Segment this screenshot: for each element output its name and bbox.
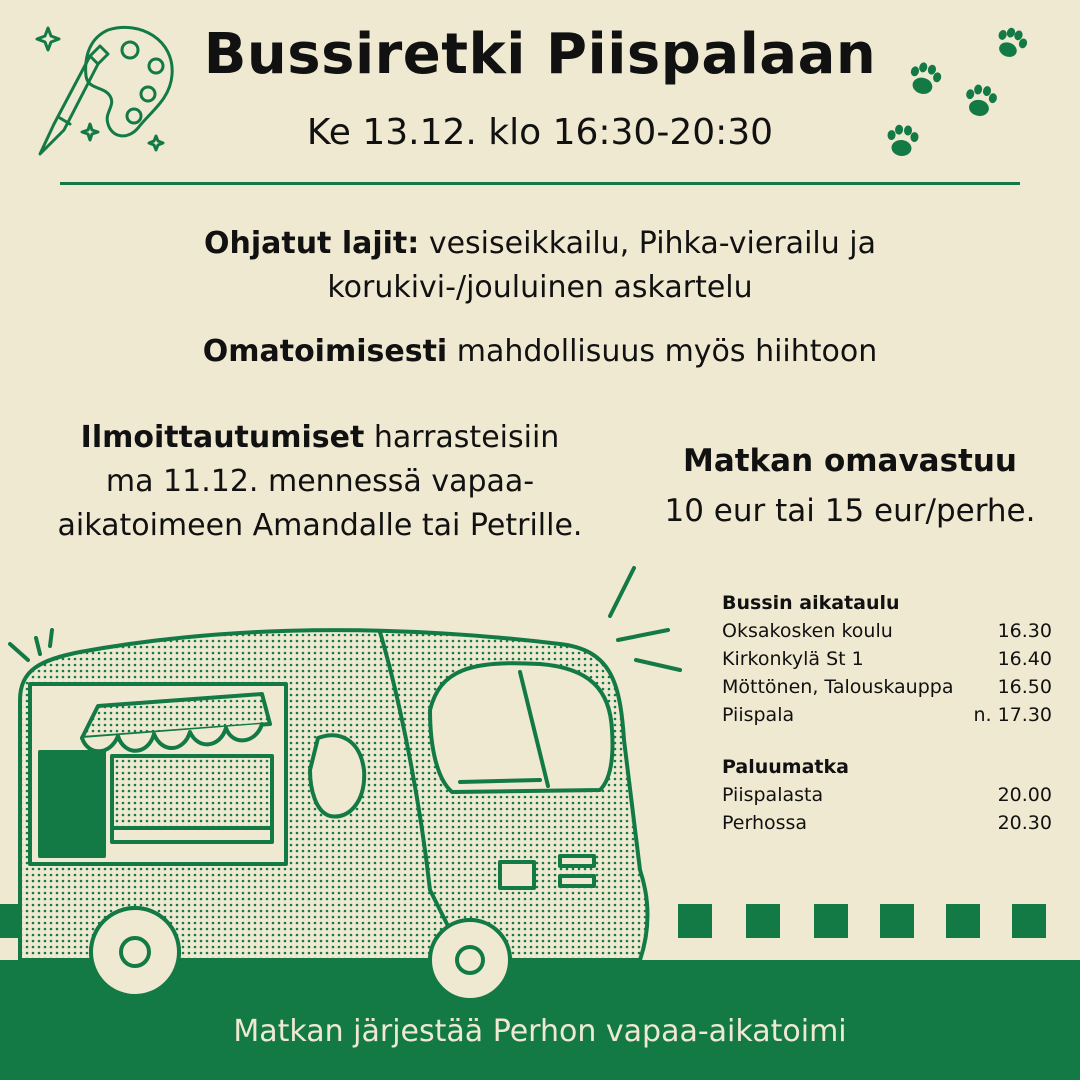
schedule-row <box>722 784 1052 812</box>
outbound-title: Bussin aikataulu <box>722 592 900 614</box>
divider <box>60 182 1020 185</box>
registration-text-3: aikatoimeen Amandalle tai Petrille. <box>57 508 583 543</box>
stop-time: 16.40 <box>997 648 1052 670</box>
event-date: Ke 13.12. klo 16:30-20:30 <box>306 112 774 153</box>
cost-paragraph <box>630 436 1070 536</box>
selfguided-label: Omatoimisesti <box>202 334 448 369</box>
selfguided-paragraph <box>0 334 1080 369</box>
registration-text-1: harrasteisiin <box>364 420 560 455</box>
activities-text-1: vesiseikkailu, Pihka-vierailu ja <box>419 226 877 261</box>
schedule-row <box>722 704 1052 732</box>
stop-name: Piispala <box>722 704 795 726</box>
cost-label: Matkan omavastuu <box>682 443 1018 479</box>
truck-wheels <box>0 906 700 1006</box>
stop-name: Perhossa <box>722 812 808 834</box>
stop-name: Kirkonkylä St 1 <box>722 648 864 670</box>
stop-time: n. 17.30 <box>973 704 1052 726</box>
bus-schedule <box>722 592 1052 840</box>
schedule-row <box>722 620 1052 648</box>
schedule-row <box>722 812 1052 840</box>
stop-name: Piispalasta <box>722 784 824 806</box>
activities-paragraph <box>0 222 1080 310</box>
activities-label: Ohjatut lajit: <box>203 226 420 261</box>
selfguided-text: mahdollisuus myös hiihtoon <box>447 334 878 369</box>
stop-name: Oksakosken koulu <box>722 620 893 642</box>
registration-text-2: ma 11.12. mennessä vapaa- <box>105 464 535 499</box>
activities-text-2: korukivi-/jouluinen askartelu <box>327 270 753 305</box>
return-title: Paluumatka <box>722 756 849 778</box>
stop-time: 20.30 <box>997 812 1052 834</box>
stop-time: 16.30 <box>997 620 1052 642</box>
registration-label: Ilmoittautumiset <box>80 420 365 455</box>
stop-time: 16.50 <box>997 676 1052 698</box>
schedule-row <box>722 676 1052 704</box>
stop-name: Möttönen, Talouskauppa <box>722 676 954 698</box>
poster-title: Bussiretki Piispalaan <box>203 22 877 87</box>
registration-paragraph <box>20 416 620 548</box>
stop-time: 20.00 <box>997 784 1052 806</box>
schedule-row <box>722 648 1052 676</box>
organizer-text: Matkan järjestää Perhon vapaa-aikatoimi <box>233 1014 847 1049</box>
cost-text: 10 eur tai 15 eur/perhe. <box>664 493 1036 529</box>
